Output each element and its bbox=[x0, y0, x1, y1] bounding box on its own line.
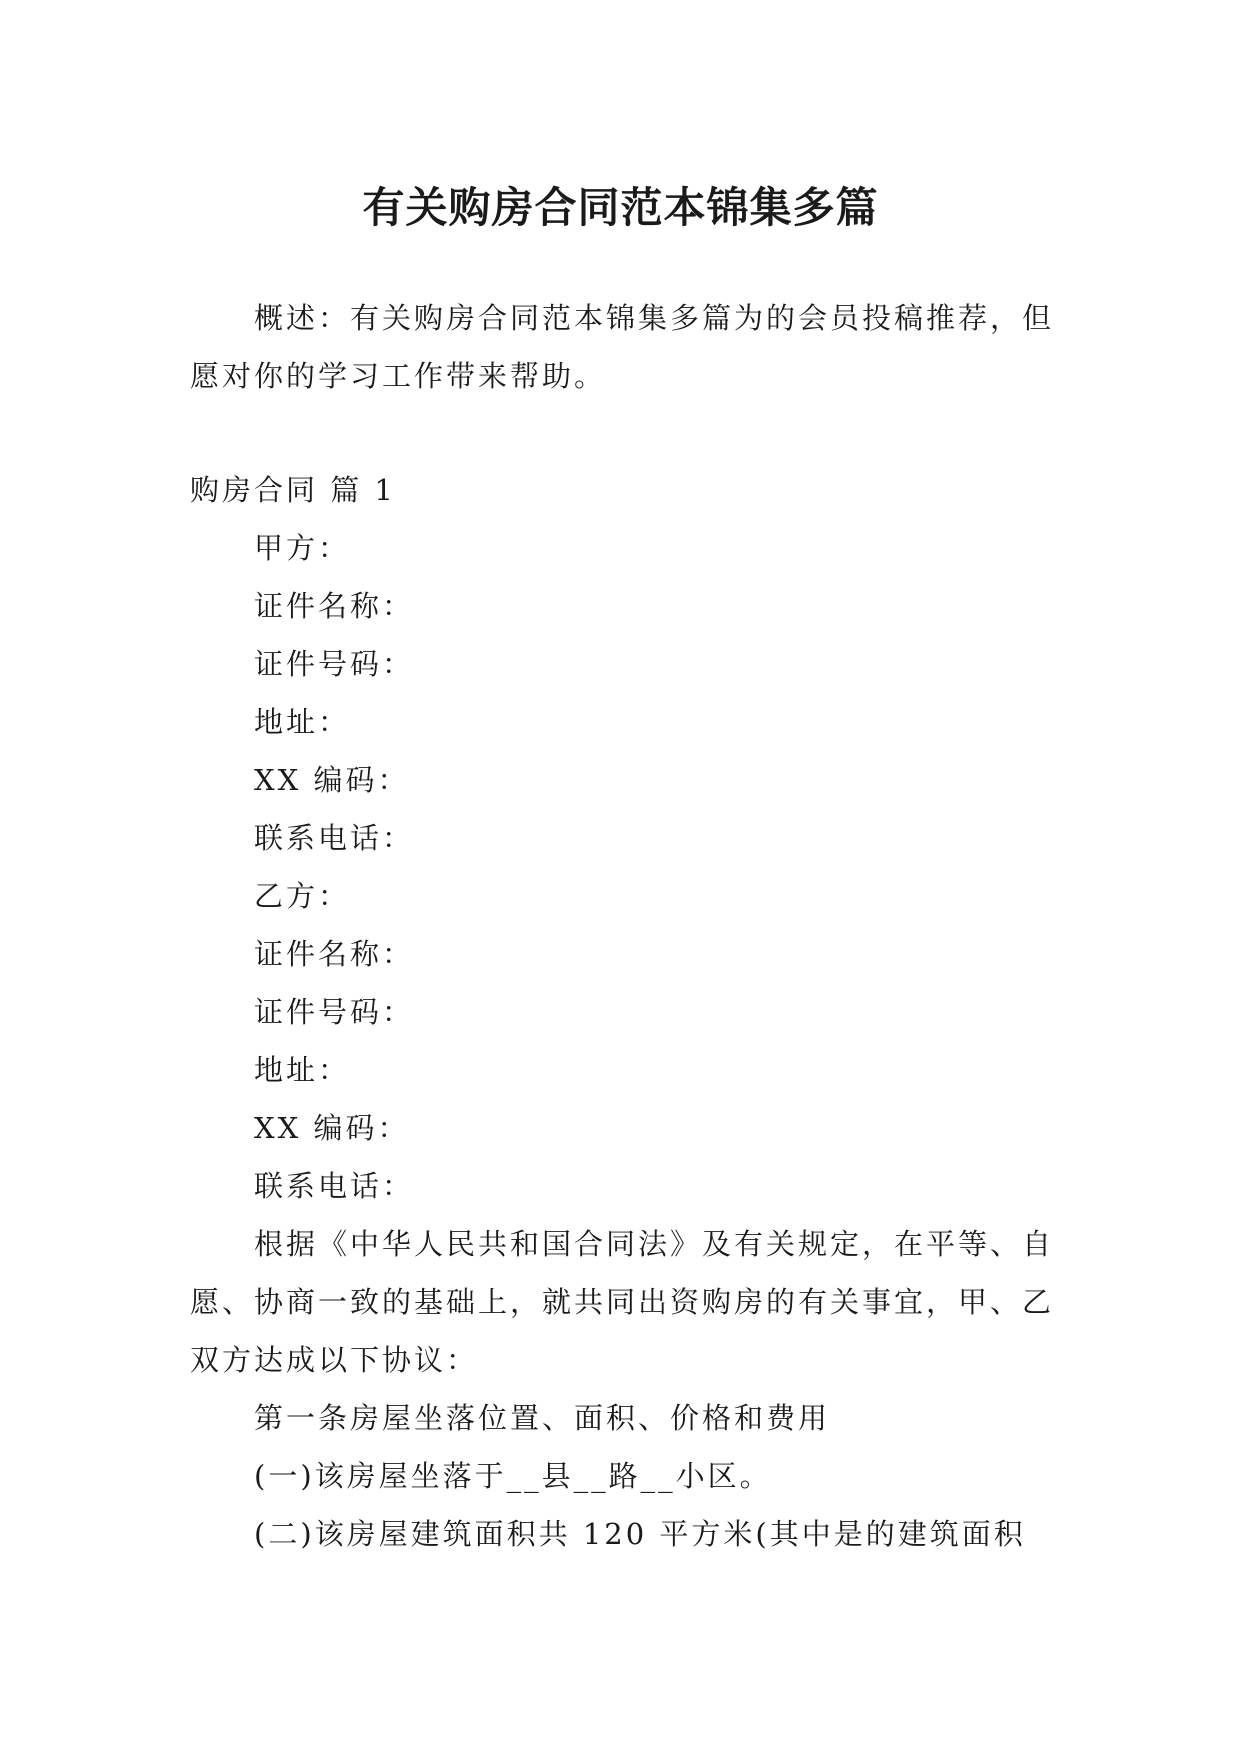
party-b-address: 地址： bbox=[254, 1053, 351, 1087]
party-a-address: 地址： bbox=[254, 705, 351, 739]
party-b-phone: 联系电话： bbox=[254, 1169, 415, 1203]
party-a-id-name: 证件名称： bbox=[254, 589, 415, 623]
summary-paragraph: 概述：有关购房合同范本锦集多篇为的会员投稿推荐，但愿对你的学习工作带来帮助。 bbox=[190, 301, 1055, 393]
clause-1: (一)该房屋坐落于__县__路__小区。 bbox=[254, 1459, 772, 1493]
party-a-label: 甲方： bbox=[254, 531, 351, 565]
party-a-id-number: 证件号码： bbox=[254, 647, 415, 681]
section-heading: 购房合同 篇 1 bbox=[190, 473, 396, 507]
preamble-paragraph: 根据《中华人民共和国合同法》及有关规定，在平等、自愿、协商一致的基础上，就共同出资购房的有关事宜，甲、乙双方达成以下协议： bbox=[190, 1227, 1055, 1377]
document-title: 有关购房合同范本锦集多篇 bbox=[362, 183, 879, 233]
party-b-label: 乙方： bbox=[254, 879, 351, 913]
party-a-phone: 联系电话： bbox=[254, 821, 415, 855]
article-1-heading: 第一条房屋坐落位置、面积、价格和费用 bbox=[254, 1401, 831, 1435]
clause-2: (二)该房屋建筑面积共 120 平方米(其中是的建筑面积 bbox=[254, 1517, 1026, 1551]
party-b-id-name: 证件名称： bbox=[254, 937, 415, 971]
party-b-id-number: 证件号码： bbox=[254, 995, 415, 1029]
party-b-postal-code: XX 编码： bbox=[254, 1111, 410, 1145]
party-a-postal-code: XX 编码： bbox=[254, 763, 410, 797]
